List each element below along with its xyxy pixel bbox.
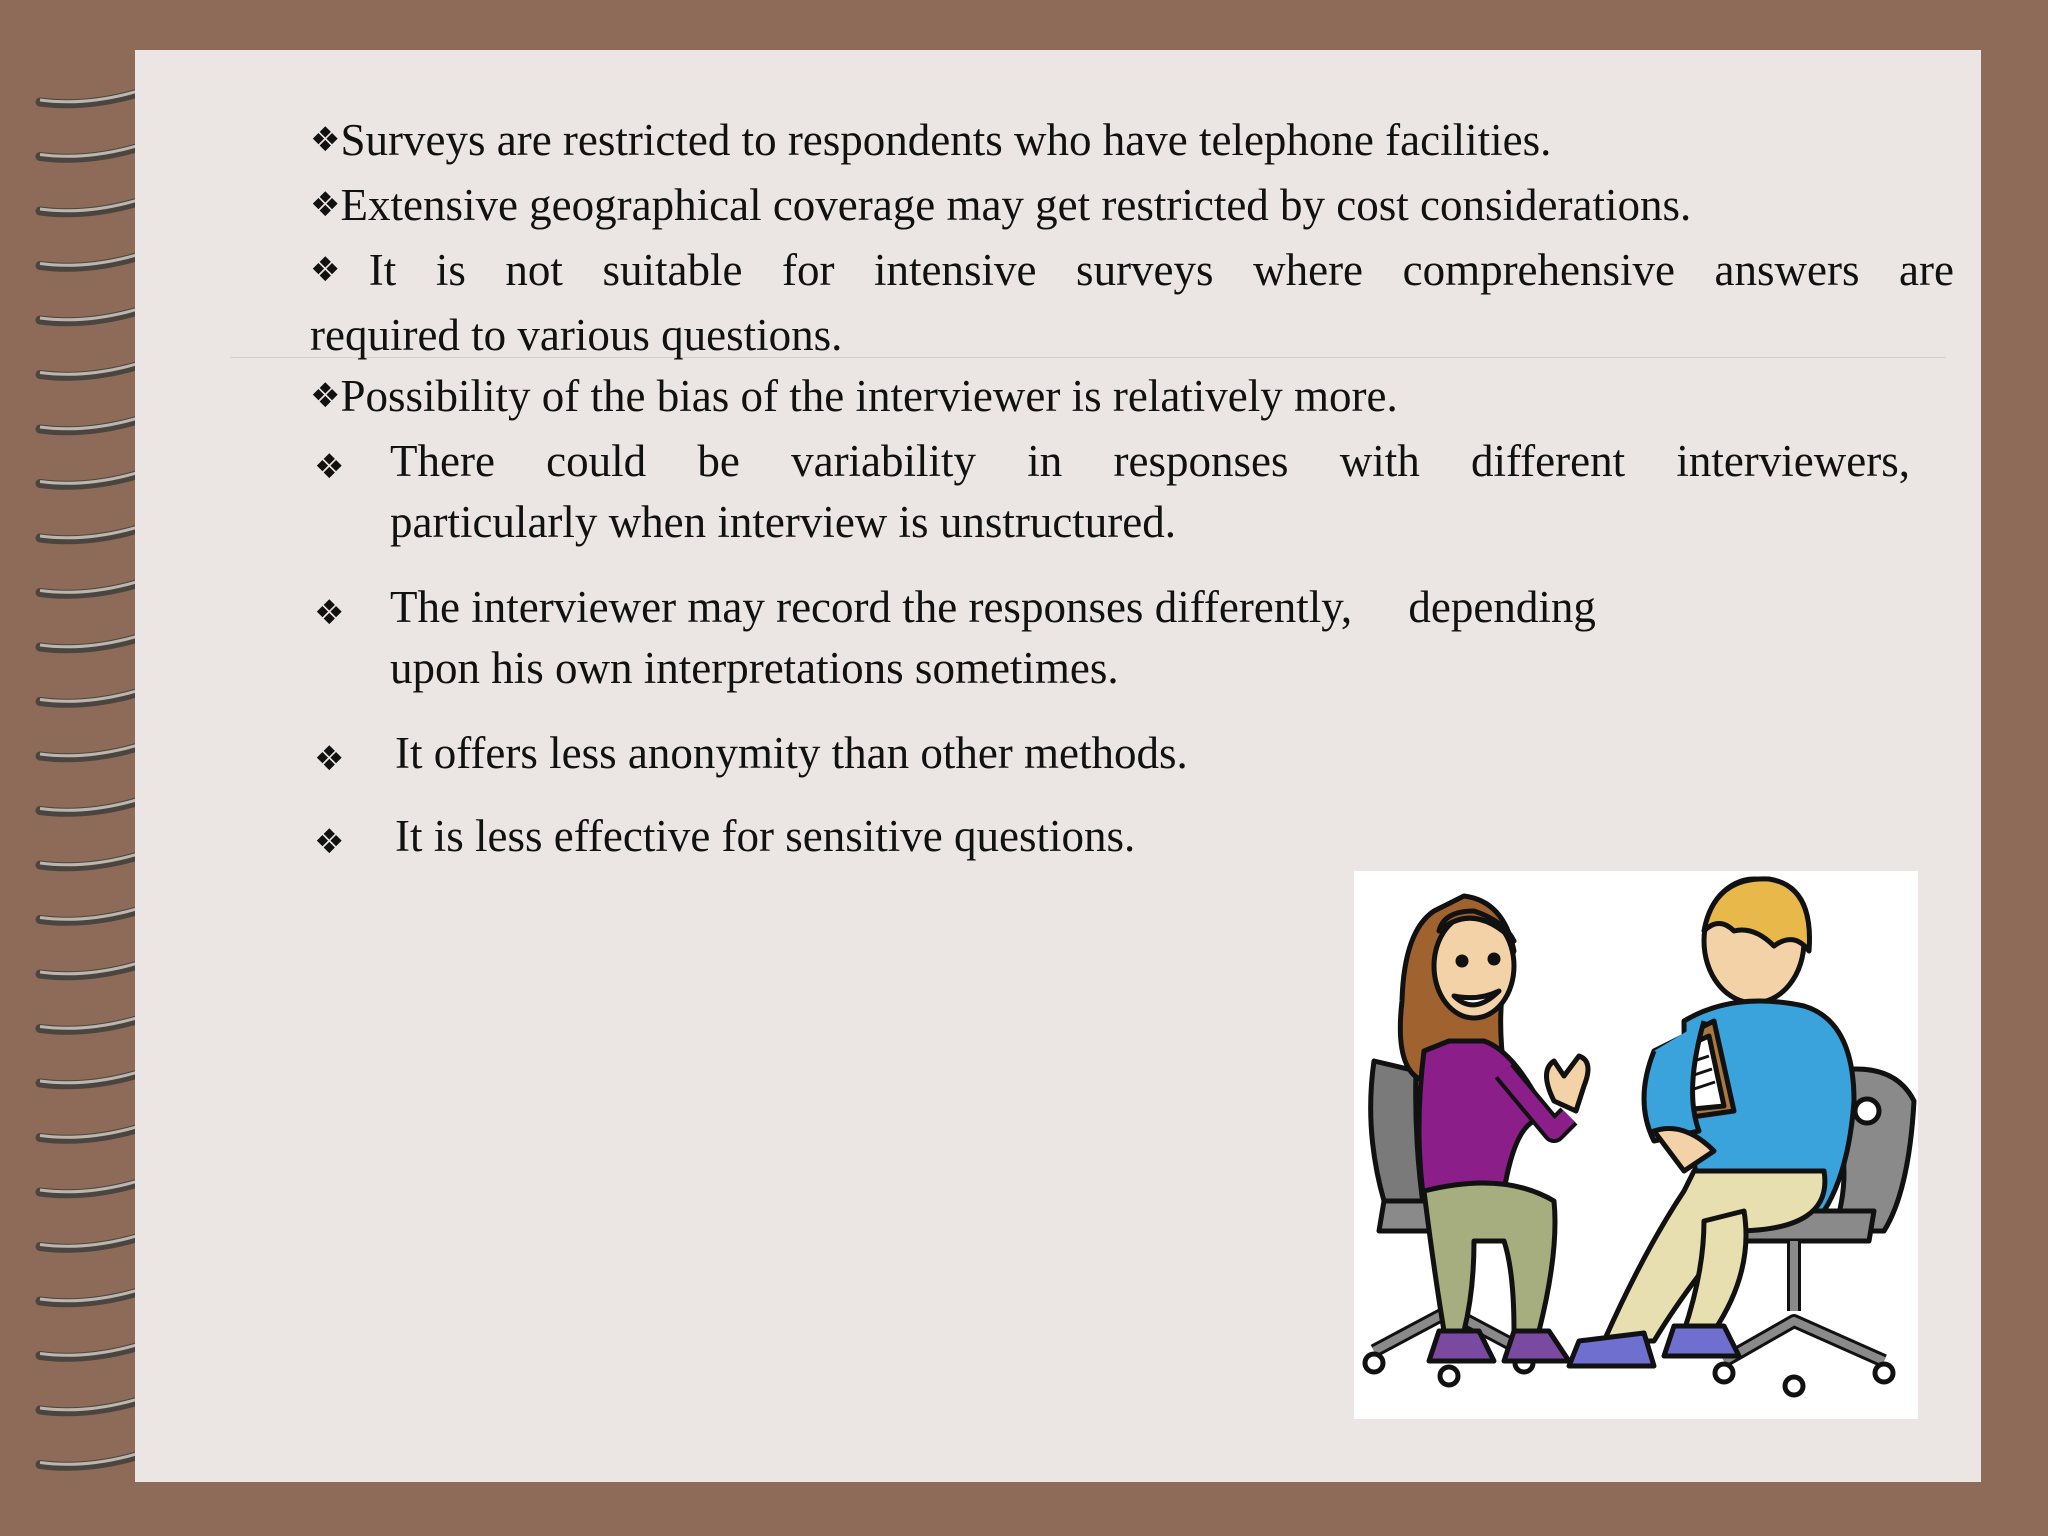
indented-bullet-item: ❖ The interviewer may record the responses differently, depending upon his own interpretations sometimes. — [314, 582, 1596, 693]
indented-bullet-item: ❖ It is less effective for sensitive questions. — [314, 811, 1136, 862]
bullet-item: ❖Possibility of the bias of the interviewer is relatively more. — [310, 371, 1398, 421]
woman-figure — [1400, 896, 1588, 1361]
indented-bullet-item: ❖ It offers less anonymity than other methods. — [314, 728, 1188, 779]
bullet-item: ❖It is not suitable for intensive surveys where comprehensive answers are — [310, 245, 1954, 295]
indented-bullet-item: ❖ There could be variability in responses with different interviewers, particularly when interview is unstructured. — [314, 436, 1910, 547]
slide-body — [310, 110, 1954, 867]
bullet-item-continuation: required to various questions. — [310, 310, 843, 360]
interview-clipart-icon — [1354, 871, 1918, 1419]
bullet-item: ❖Surveys are restricted to respondents who have telephone facilities. — [310, 115, 1552, 165]
bullet-item: ❖Extensive geographical coverage may get restricted by cost considerations. — [310, 180, 1692, 230]
man-figure — [1569, 879, 1854, 1366]
